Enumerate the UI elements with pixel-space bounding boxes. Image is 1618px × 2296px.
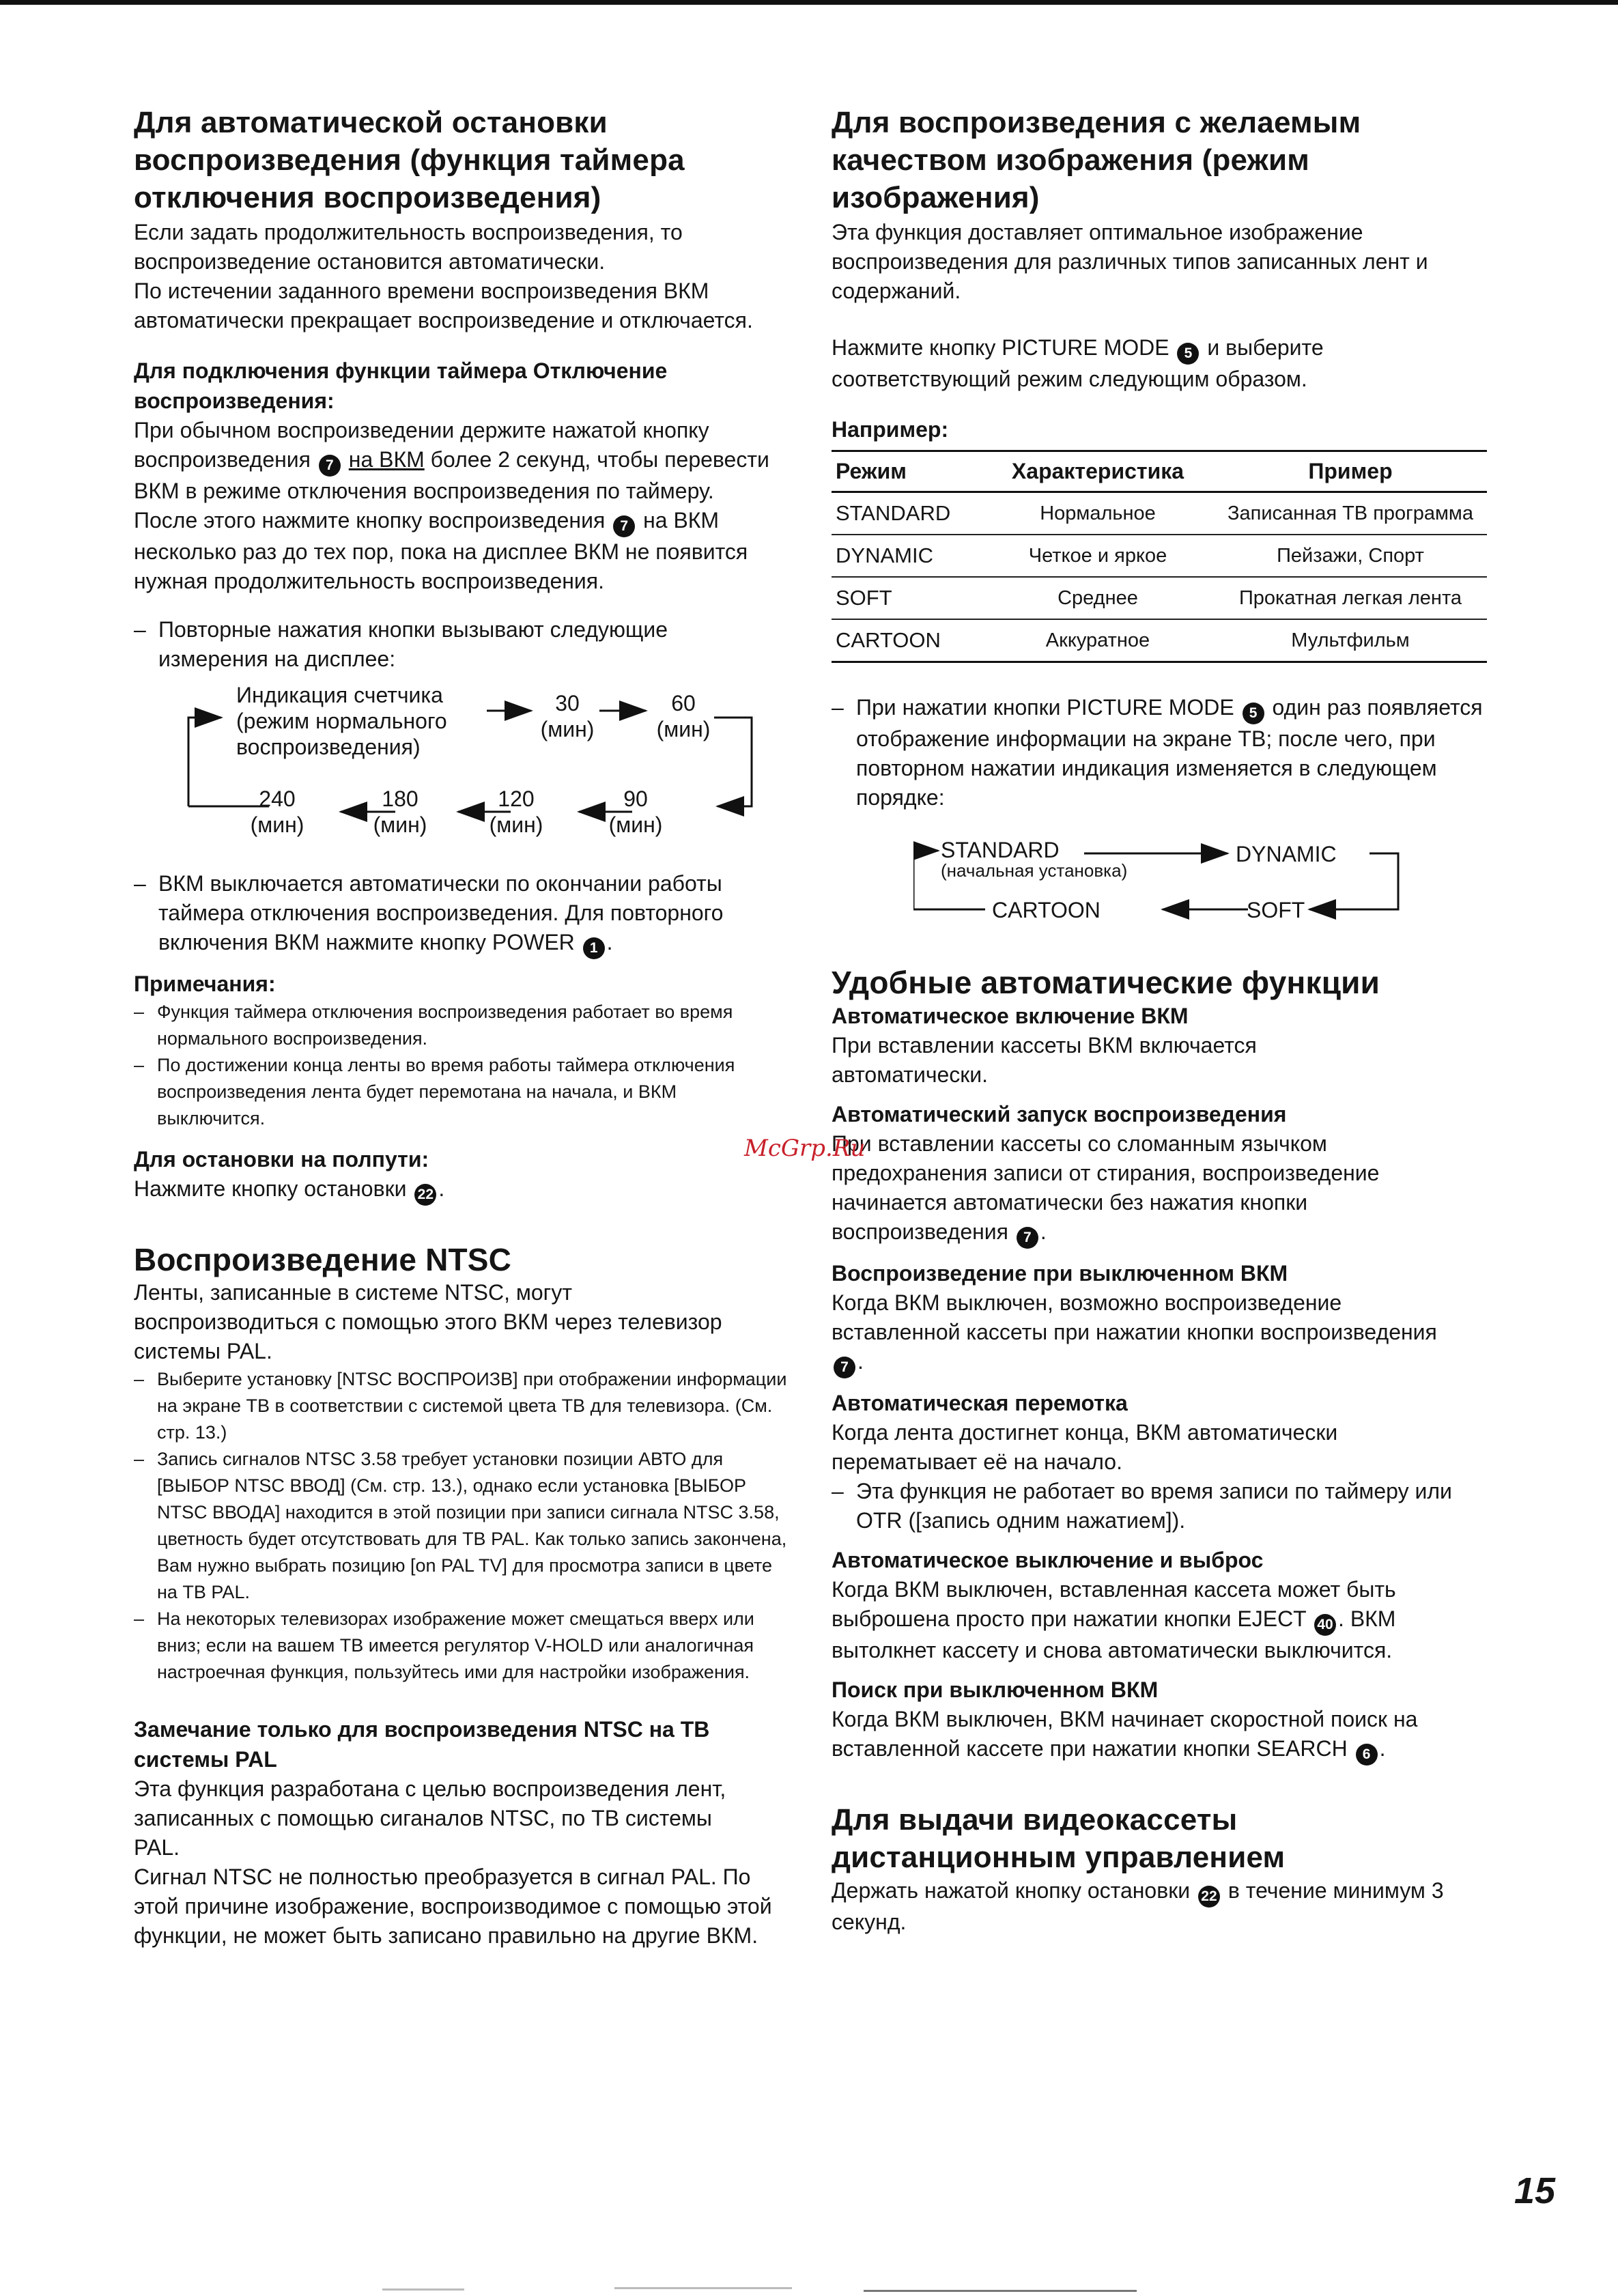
table-cell: Прокатная легкая лента: [1214, 577, 1487, 619]
dash-item-auto-off: – ВКМ выключается автоматически по окончании работы таймера отключения воспроизведения. Для повторного включения ВКМ нажмите кнопку POWER 1 .: [134, 869, 762, 959]
section-title-remote-eject: Для выдачи видеокассеты дистанционным управлением: [832, 1803, 1286, 1874]
play-button-number-icon: 7: [1017, 1227, 1038, 1249]
scan-noise: [382, 2288, 464, 2291]
table-cell: DYNAMIC: [832, 535, 982, 577]
ntsc-bullet: – На некоторых телевизорах изображение может смещаться вверх или вниз; если на вашем ТВ имеется регулятор V-HOLD или аналогичная настроечная функция, пользуйтесь ими для настройки изображения.: [134, 1606, 789, 1686]
table-row: [832, 492, 1487, 535]
sleep-timer-intro-1: Если задать продолжительность воспроизведения, то воспроизведение остановится автоматически.: [134, 220, 683, 274]
timer-90: 90 (мин): [608, 786, 663, 837]
timer-30: 30 (мин): [540, 691, 595, 741]
table-cell: SOFT: [832, 577, 982, 619]
notes-title: Примечания:: [134, 972, 276, 996]
sleep-timer-step-1: При обычном воспроизведении держите нажатой кнопку воспроизведения 7 на ВКМ более 2 секунд, чтобы перевести ВКМ в режиме отключения воспроизведения по таймеру.: [134, 418, 769, 503]
picture-mode-dash-list: [832, 693, 1487, 812]
table-cell: Пейзажи, Спорт: [1214, 535, 1487, 577]
off-search-text: Когда ВКМ выключен, ВКМ начинает скоростной поиск на вставленной кассете при нажатии кнопки SEARCH 6 .: [832, 1705, 1501, 1766]
section-title-sleep-timer: Для автоматической остановки воспроизведения (функция таймера отключения воспроизведения): [134, 106, 685, 214]
ntsc-intro: Ленты, записанные в системе NTSC, могут воспроизводиться с помощью этого ВКМ через телевизор системы PAL.: [134, 1280, 722, 1363]
sleep-timer-intro-2: По истечении заданного времени воспроизведения ВКМ автоматически прекращает воспроизведение и отключается.: [134, 279, 753, 332]
picture-mode-press: Нажмите кнопку PICTURE MODE 5 и выберите соответствующий режим следующим образом.: [832, 335, 1324, 391]
table-header: Характеристика: [982, 451, 1214, 492]
table-cell: STANDARD: [832, 492, 982, 535]
sleep-timer-step-2: После этого нажмите кнопку воспроизведения 7 на ВКМ несколько раз до тех пор, пока на дисплее ВКМ не появится нужная продолжительность воспроизведения.: [134, 508, 748, 593]
halfway-stop-text: Нажмите кнопку остановки 22 .: [134, 1174, 817, 1206]
play-button-number-icon: 7: [834, 1357, 855, 1378]
off-play-title: Воспроизведение при выключенном ВКМ: [832, 1261, 1288, 1286]
search-button-number-icon: 6: [1356, 1744, 1378, 1766]
timer-180: 180 (мин): [373, 786, 427, 837]
off-search-title: Поиск при выключенном ВКМ: [832, 1677, 1159, 1702]
mode-soft: SOFT: [1247, 898, 1305, 922]
right-column: [832, 104, 1514, 1937]
table-cell: Четкое и яркое: [982, 535, 1214, 577]
auto-play-text: При вставлении кассеты со сломанным язычком предохранения записи от стирания, воспроизведение начинается автоматически без нажатия кнопки воспроизведения 7 .: [832, 1129, 1487, 1249]
play-button-number-icon: 7: [613, 515, 635, 537]
counter-display-label: Индикация счетчика (режим нормального воспроизведения): [236, 683, 447, 759]
section-title-ntsc: Воспроизведение NTSC: [134, 1242, 512, 1277]
mode-standard: STANDARD: [941, 838, 1060, 862]
auto-on-text: При вставлении кассеты ВКМ включается автоматически.: [832, 1033, 1257, 1087]
section-title-auto-functions: Удобные автоматические функции: [832, 965, 1380, 1000]
table-row: [832, 577, 1487, 619]
picture-mode-intro: Эта функция доставляет оптимальное изображение воспроизведения для различных типов записанных лент и содержаний.: [832, 220, 1428, 303]
stop-button-number-icon: 22: [1198, 1886, 1220, 1908]
table-cell: Мультфильм: [1214, 619, 1487, 662]
timer-240: 240 (мин): [250, 786, 304, 837]
table-row: [832, 535, 1487, 577]
ntsc-bullet-list: [134, 1366, 789, 1686]
sleep-timer-subtitle: Для подключения функции таймера Отключение воспроизведения:: [134, 358, 668, 413]
mode-cartoon: CARTOON: [992, 898, 1101, 922]
table-cell: Нормальное: [982, 492, 1214, 535]
dash-item-rewind-note: – Эта функция не работает во время записи по таймеру или OTR ([запись одним нажатием]).: [832, 1477, 1487, 1535]
off-play-text: Когда ВКМ выключен, возможно воспроизведение вставленной кассеты при нажатии кнопки воспроизведения 7 .: [832, 1288, 1446, 1378]
timer-120: 120 (мин): [489, 786, 543, 837]
auto-rewind-text: Когда лента достигнет конца, ВКМ автоматически перематывает её на начало.: [832, 1420, 1338, 1474]
pal-note-title: Замечание только для воспроизведения NTSC на ТВ системы PAL: [134, 1717, 710, 1772]
ntsc-bullet: – Выберите установку [NTSC ВОСПРОИЗВ] при отображении информации на экране ТВ в соответствии с системой цвета ТВ для телевизора. (См. стр. 13.): [134, 1366, 789, 1446]
halfway-stop-title: Для остановки на полпути:: [134, 1147, 429, 1172]
auto-rewind-dash-list: [832, 1477, 1487, 1535]
auto-eject-text: Когда ВКМ выключен, вставленная кассета может быть выброшена просто при нажатии кнопки EJECT 40 . ВКМ вытолкнет кассету и снова автоматически выключится.: [832, 1577, 1396, 1662]
top-border-line: [0, 0, 1618, 5]
table-cell: Аккуратное: [982, 619, 1214, 662]
page-number: 15: [1514, 2170, 1556, 2211]
auto-play-title: Автоматический запуск воспроизведения: [832, 1102, 1287, 1126]
picture-mode-cycle-diagram: [913, 833, 1528, 929]
table-row: [832, 619, 1487, 662]
table-cell: Записанная ТВ программа: [1214, 492, 1487, 535]
remote-eject-text: Держать нажатой кнопку остановки 22 в течение минимум 3 секунд.: [832, 1878, 1444, 1934]
watermark: McGrp.Ru: [744, 1135, 866, 1162]
table-cell: Среднее: [982, 577, 1214, 619]
play-button-number-icon: 7: [319, 455, 341, 477]
pal-note-text-1: Эта функция разработана с целью воспроизведения лент, записанных с помощью сиганалов NTSC, по ТВ системы PAL.: [134, 1776, 726, 1860]
dash-item-picture-mode-cycle: – При нажатии кнопки PICTURE MODE 5 один раз появляется отображение информации на экране ТВ; после чего, при повторном нажатии индикация изменяется в следующем порядке:: [832, 693, 1487, 812]
timer-60: 60 (мин): [656, 691, 711, 741]
stop-button-number-icon: 22: [414, 1184, 436, 1206]
eject-button-number-icon: 40: [1314, 1614, 1336, 1636]
mode-dynamic: DYNAMIC: [1236, 842, 1337, 866]
note-item: – По достижении конца ленты во время работы таймера отключения воспроизведения лента будет перемотана на начала, и ВКМ выключится.: [134, 1052, 762, 1132]
scan-noise: [864, 2290, 1137, 2292]
table-header-row: [832, 451, 1487, 492]
picture-mode-button-number-icon: 5: [1177, 343, 1199, 365]
sleep-timer-dash-list-2: [134, 869, 762, 959]
picture-mode-table: [832, 450, 1487, 663]
example-label: Например:: [832, 417, 949, 442]
table-header: Режим: [832, 451, 982, 492]
picture-mode-button-number-icon: 5: [1243, 703, 1264, 724]
left-column: [134, 104, 817, 1951]
ntsc-bullet: – Запись сигналов NTSC 3.58 требует установки позиции АВТО для [ВЫБОР NTSC ВВОД] (См. стр. 13.), однако если установка [ВЫБОР NTSC ВВОДА] находится в этой позиции при записи сигнала NTSC 3.58, цветность будет отсутствовать для ТВ PAL. Как только запись закончена, Вам нужно выбрать позицию [on PAL TV] для просмотра записи в цвете на ТВ PAL.: [134, 1446, 789, 1606]
auto-rewind-title: Автоматическая перемотка: [832, 1391, 1128, 1415]
table-header: Пример: [1214, 451, 1487, 492]
notes-list: [134, 999, 762, 1132]
dash-item-repeat-press: – Повторные нажатия кнопки вызывают следующие измерения на дисплее:: [134, 615, 762, 674]
scan-noise: [614, 2287, 792, 2289]
sleep-timer-dash-list: [134, 615, 762, 674]
pal-note-text-2: Сигнал NTSC не полностью преобразуется в сигнал PAL. По этой причине изображение, воспроизводимое с помощью этой функции, не может быть записано правильно на другие ВКМ.: [134, 1865, 772, 1948]
auto-on-title: Автоматическое включение ВКМ: [832, 1004, 1189, 1028]
mode-initial-setting: (начальная установка): [941, 860, 1128, 881]
timer-cycle-diagram: [134, 682, 762, 866]
section-title-picture-mode: Для воспроизведения с желаемым качеством изображения (режим изображения): [832, 106, 1361, 214]
note-item: – Функция таймера отключения воспроизведения работает во время нормального воспроизведения.: [134, 999, 762, 1052]
power-button-number-icon: 1: [583, 937, 605, 959]
auto-eject-title: Автоматическое выключение и выброс: [832, 1548, 1264, 1572]
table-cell: CARTOON: [832, 619, 982, 662]
